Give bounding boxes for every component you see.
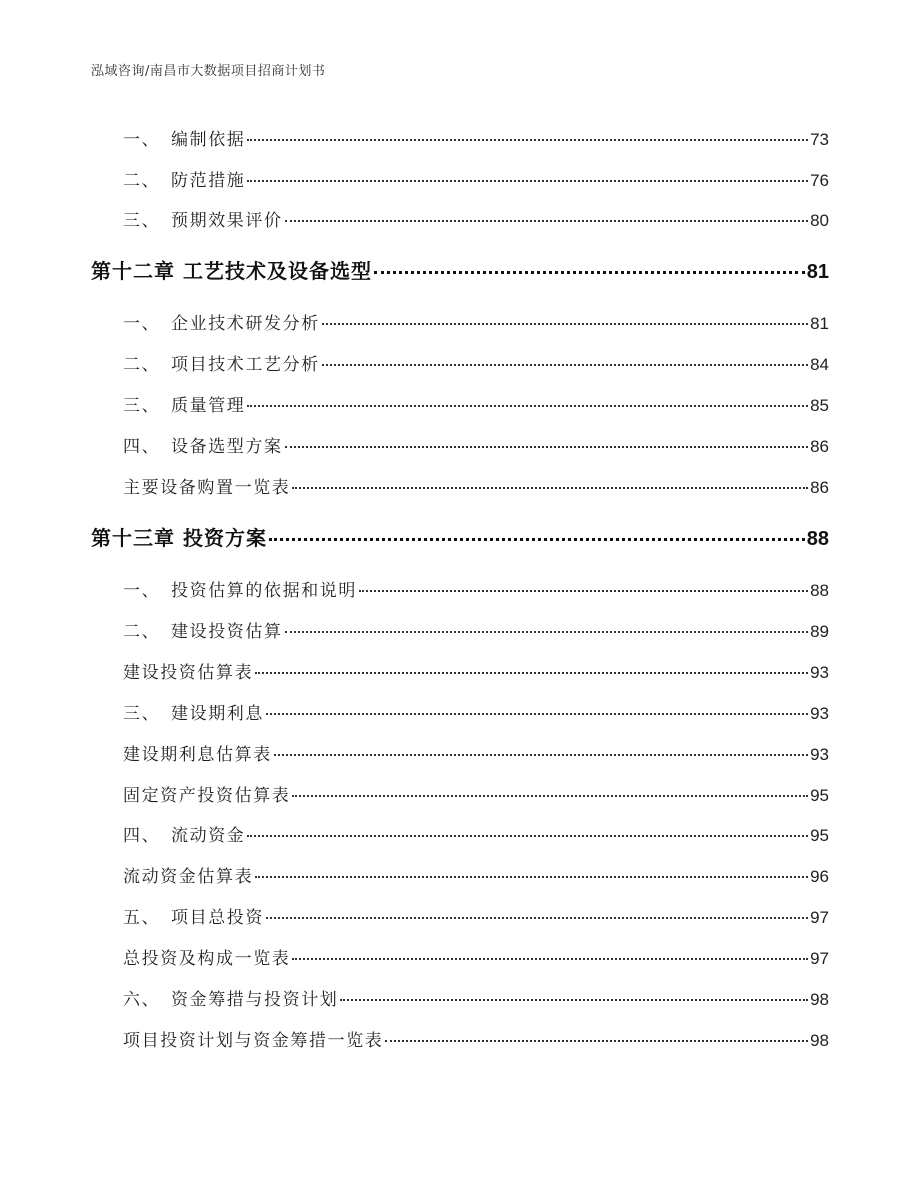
- toc-entry[interactable]: [91, 903, 829, 928]
- dot-leader: [266, 917, 808, 919]
- toc-entry-page: 86: [810, 437, 829, 456]
- toc-entry-label: [91, 166, 245, 191]
- toc-entry-label: [91, 985, 338, 1010]
- dot-leader: [247, 139, 808, 141]
- toc-entry[interactable]: [91, 617, 829, 642]
- toc-entry-title: 项目总投资: [171, 908, 264, 928]
- toc-chapter-title: 第十三章 投资方案: [91, 526, 267, 550]
- dot-leader: [359, 590, 808, 592]
- toc-entry-title: 投资估算的依据和说明: [171, 581, 357, 601]
- toc-entry[interactable]: [91, 350, 829, 375]
- toc-entry-number: 三、: [123, 211, 161, 231]
- toc-entry-page: 98: [810, 990, 829, 1009]
- toc-chapter-title: 第十二章 工艺技术及设备选型: [91, 259, 372, 283]
- toc-entry-page: 93: [810, 663, 829, 682]
- toc-entry[interactable]: [91, 699, 829, 724]
- toc-entry-page: 96: [810, 867, 829, 886]
- toc-entry-label: [91, 350, 320, 375]
- toc-entry-label: [91, 391, 245, 416]
- toc-entry-title: 防范措施: [171, 171, 246, 191]
- dot-leader: [322, 364, 808, 366]
- toc-entry-label: [91, 576, 357, 601]
- dot-leader: [285, 631, 808, 633]
- dot-leader: [255, 672, 808, 674]
- toc-entry[interactable]: [91, 985, 829, 1010]
- toc-entry-page: 86: [810, 478, 829, 497]
- dot-leader: [292, 487, 808, 489]
- toc-entry-label: [91, 206, 283, 231]
- toc-entry-number: 三、: [123, 704, 161, 724]
- toc-entry-title: 流动资金: [171, 826, 246, 846]
- toc-entry-label: [91, 125, 245, 150]
- toc-entry-page: 85: [810, 396, 829, 415]
- toc-entry-page: 97: [810, 908, 829, 927]
- dot-leader: [385, 1040, 808, 1042]
- dot-leader: [285, 220, 808, 222]
- toc-entry[interactable]: [91, 206, 829, 231]
- toc-entry[interactable]: [91, 658, 829, 683]
- toc-entry-page: 97: [810, 949, 829, 968]
- toc-entry[interactable]: [91, 821, 829, 846]
- toc-entry-title: 项目技术工艺分析: [171, 355, 320, 375]
- toc-entry-title: 设备选型方案: [171, 437, 283, 457]
- toc-entry-page: 95: [810, 786, 829, 805]
- toc-entry-page: 76: [810, 171, 829, 190]
- toc-entry-title: 企业技术研发分析: [171, 314, 320, 334]
- toc-entry-number: 一、: [123, 130, 161, 150]
- toc-entry-number: 五、: [123, 908, 161, 928]
- toc-entry-label: [91, 309, 320, 334]
- toc-entry-number: 二、: [123, 622, 161, 642]
- toc-entry-title: 固定资产投资估算表: [123, 786, 291, 806]
- toc-chapter-page: 81: [806, 261, 829, 283]
- toc-entry[interactable]: [91, 391, 829, 416]
- dot-leader: [247, 180, 808, 182]
- toc-entry-label: [91, 617, 283, 642]
- toc-entry-page: 81: [810, 314, 829, 333]
- running-header: 泓域咨询/南昌市大数据项目招商计划书: [91, 64, 326, 79]
- dot-leader: [285, 446, 808, 448]
- toc-entry[interactable]: [91, 125, 829, 150]
- toc-entry[interactable]: [91, 1026, 829, 1051]
- toc-chapter-entry[interactable]: [91, 255, 829, 284]
- dot-leader: [247, 835, 808, 837]
- toc-chapter-page: 88: [806, 528, 829, 550]
- toc-entry-title: 质量管理: [171, 396, 246, 416]
- toc-entry[interactable]: [91, 473, 829, 498]
- toc-entry-number: 四、: [123, 826, 161, 846]
- toc-entry-number: 二、: [123, 355, 161, 375]
- header-divider: [91, 88, 829, 89]
- toc-entry-number: 四、: [123, 437, 161, 457]
- toc-entry-number: 一、: [123, 314, 161, 334]
- toc-entry-page: 95: [810, 826, 829, 845]
- toc-entry-label: [91, 821, 245, 846]
- toc-entry[interactable]: [91, 576, 829, 601]
- toc-entry-title: 建设投资估算: [171, 622, 283, 642]
- dot-leader: [374, 271, 805, 274]
- dot-leader: [274, 754, 808, 756]
- dot-leader: [269, 538, 805, 541]
- toc-entry-title: 编制依据: [171, 130, 246, 150]
- toc-entry[interactable]: [91, 740, 829, 765]
- toc-entry-page: 93: [810, 745, 829, 764]
- toc-entry-number: 二、: [123, 171, 161, 191]
- toc-entry-title: 主要设备购置一览表: [123, 478, 291, 498]
- toc-entry-title: 建设投资估算表: [123, 663, 254, 683]
- toc-entry[interactable]: [91, 944, 829, 969]
- toc-entry-title: 总投资及构成一览表: [123, 949, 291, 969]
- toc-entry-title: 流动资金估算表: [123, 867, 254, 887]
- toc-entry-page: 93: [810, 704, 829, 723]
- toc-entry[interactable]: [91, 862, 829, 887]
- toc-entry-label: [91, 699, 264, 724]
- toc-entry-number: 一、: [123, 581, 161, 601]
- toc-entry-title: 资金筹措与投资计划: [171, 990, 339, 1010]
- toc-entry[interactable]: [91, 781, 829, 806]
- toc-entry-page: 84: [810, 355, 829, 374]
- toc-entry-number: 六、: [123, 990, 161, 1010]
- toc-entry-page: 98: [810, 1031, 829, 1050]
- toc-entry-number: 三、: [123, 396, 161, 416]
- dot-leader: [292, 795, 808, 797]
- toc-entry[interactable]: [91, 166, 829, 191]
- toc-entry-title: 项目投资计划与资金筹措一览表: [123, 1031, 384, 1051]
- toc-entry[interactable]: [91, 309, 829, 334]
- toc-entry-page: 73: [810, 130, 829, 149]
- dot-leader: [266, 713, 808, 715]
- toc-entry-title: 预期效果评价: [171, 211, 283, 231]
- toc-entry-title: 建设期利息: [171, 704, 264, 724]
- toc-entry-page: 80: [810, 211, 829, 230]
- dot-leader: [255, 876, 808, 878]
- toc-entry-label: [91, 903, 264, 928]
- dot-leader: [292, 958, 808, 960]
- toc-entry-label: [91, 432, 283, 457]
- toc-chapter-entry[interactable]: [91, 522, 829, 551]
- toc-entry[interactable]: [91, 432, 829, 457]
- dot-leader: [247, 405, 808, 407]
- dot-leader: [340, 999, 808, 1001]
- toc-entry-page: 89: [810, 622, 829, 641]
- dot-leader: [322, 323, 808, 325]
- toc-entry-page: 88: [810, 581, 829, 600]
- toc-entry-title: 建设期利息估算表: [123, 745, 272, 765]
